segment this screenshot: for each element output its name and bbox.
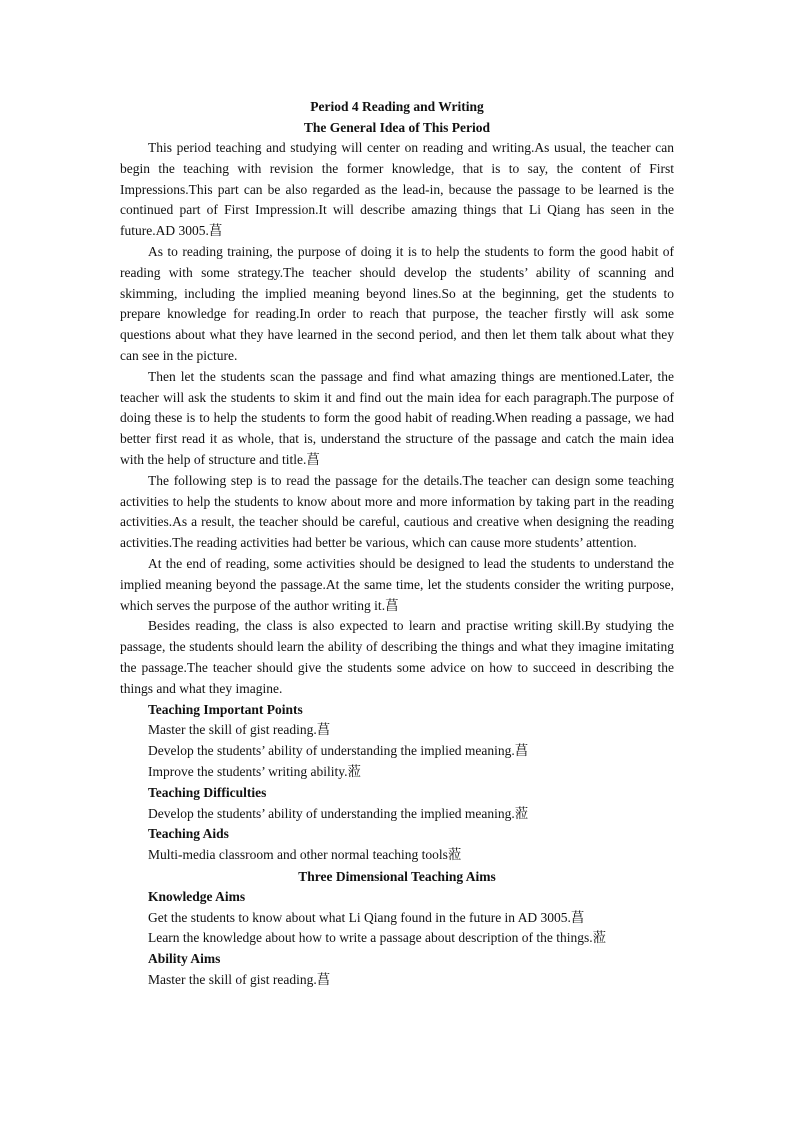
ability-aims-heading: Ability Aims [148,951,221,967]
list-item: Get the students to know about what Li Qiang found in the future in AD 3005.菖 [148,909,585,925]
list-item: Improve the students’ writing ability.蒞 [148,763,361,779]
teaching-aids-heading: Teaching Aids [148,826,229,842]
section-title: The General Idea of This Period [303,120,491,135]
list-item: Multi-media classroom and other normal teaching tools蒞 [148,847,462,863]
paragraph: The following step is to read the passage for the details.The teacher can design some teaching activities to help the students to know about more and more information by taking part in the reading activities.As a result, the teacher should be careful, cautious and creative when designing the reading activities.The reading activities had better be various, which can cause more students’ attention. [120,472,674,551]
list-item: Master the skill of gist reading.菖 [148,972,331,988]
list-item: Develop the students’ ability of understanding the implied meaning.菖 [148,743,529,759]
teaching-difficulties-heading: Teaching Difficulties [148,784,267,800]
aims-title: Three Dimensional Teaching Aims [298,868,496,884]
page-title: Period 4 Reading and Writing [310,99,484,114]
list-item: Learn the knowledge about how to write a passage about description of the things.蒞 [148,930,607,946]
list-item: Master the skill of gist reading.菖 [148,722,331,738]
teaching-important-points-heading: Teaching Important Points [148,701,303,717]
paragraph: At the end of reading, some activities should be designed to lead the students to understand the implied meaning beyond the passage.At the same time, let the students consider the writing purpose, which serves the purpose of the author writing it.菖 [120,555,674,613]
paragraph: As to reading training, the purpose of doing it is to help the students to form the good habit of reading with some strategy.The teacher should develop the students’ ability of scanning and skimming, including the implied meaning beyond lines.So at the beginning, get the students to prepare knowledge for reading.In order to reach that purpose, the teacher firstly will ask some questions about what they have learned in the second period, and then let them talk about what they can see in the picture. [120,243,674,363]
paragraph: Besides reading, the class is also expected to learn and practise writing skill.By studying the passage, the students should learn the ability of describing the things and what they imagine imitating the passage.The teacher should give the students some advice on how to succeed in describing the things and what they imagine. [120,618,674,696]
list-item: Develop the students’ ability of understanding the implied meaning.蒞 [148,805,529,821]
knowledge-aims-heading: Knowledge Aims [148,888,246,904]
paragraph: This period teaching and studying will center on reading and writing.As usual, the teacher can begin the teaching with revision the former knowledge, that is to say, the content of First Impressions.This part can be also regarded as the lead-in, because the passage to be learned is the continued part of First Impression.It will describe amazing things that Li Qiang has seen in the future.AD 3005.菖 [120,140,674,239]
paragraph: Then let the students scan the passage and find what amazing things are mentioned.Later, the teacher will ask the students to skim it and find out the main idea for each paragraph.The purpose of doing these is to help the students to form the good habit of reading.When reading a passage, we had better first read it as whole, that is, understand the structure of the passage and catch the main idea with the help of structure and title.菖 [120,368,674,467]
